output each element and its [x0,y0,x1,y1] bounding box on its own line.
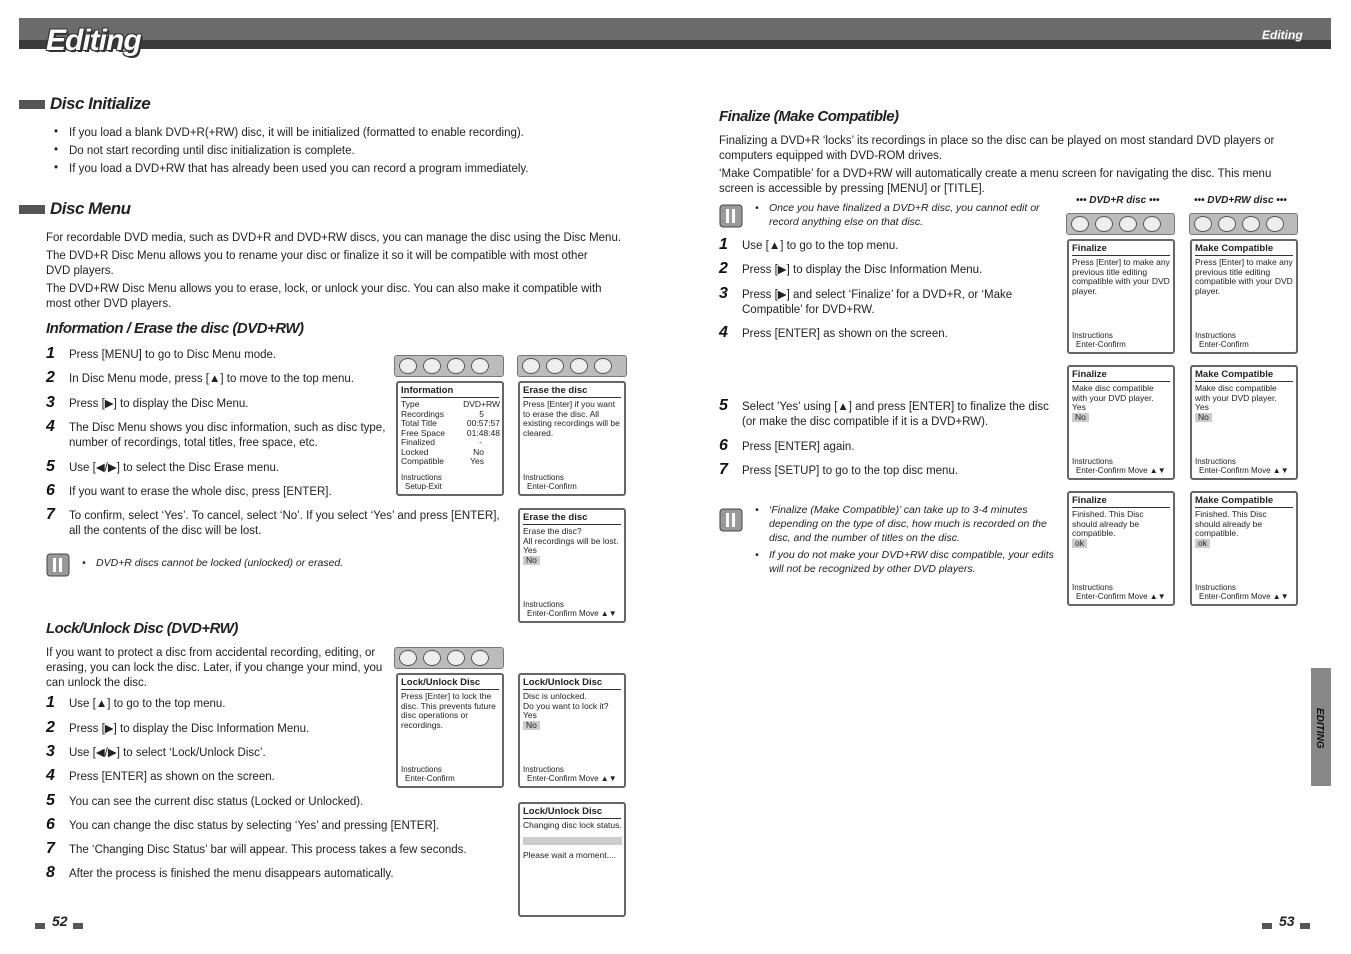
instructions-label: Instructions [401,473,442,482]
step-number: 3 [46,743,55,760]
instructions-label: Instructions [523,600,564,609]
step-text: Press [ENTER] as shown on the screen. [742,328,948,340]
screen-title: Lock/Unlock Disc [523,807,621,819]
paragraph: erasing, you can lock the disc. Later, if you change your mind, you [46,662,383,674]
disc-icon [1218,216,1236,232]
list-item: If you load a blank DVD+R(+RW) disc, it will be initialized (formatted to enable recording). [69,127,524,139]
screen-make-compatible-2 [1190,365,1298,480]
step-text: Press [▶] to display the Disc Menu. [69,398,249,410]
subsection-title-finalize: Finalize (Make Compatible) [719,108,899,125]
info-value: 01:48:48 [466,427,500,438]
step-text: Compatible’ for DVD+RW. [742,304,875,316]
paragraph: most other DVD players. [46,298,172,310]
info-value: - [479,437,482,447]
disc-icon [1143,216,1161,232]
step-text: Press [▶] to display the Disc Information Menu. [742,264,983,276]
disc-icon [423,650,441,666]
screen-lock-2 [518,673,626,788]
page-number-marker [73,923,83,929]
note-icon [719,505,743,533]
list-item: If you load a DVD+RW that has already been used you can record a program immediately. [69,163,529,175]
screen-body: Do you want to lock it? [523,700,609,711]
instructions-label: Instructions [523,473,564,482]
screen-title: Make Compatible [1195,496,1293,508]
menu-icon-bar [1189,213,1298,235]
screen-title: Finalize [1072,496,1170,508]
screen-title: Erase the disc [523,386,621,398]
info-label: Finalized [401,437,436,447]
paragraph: can unlock the disc. [46,677,148,689]
step-text: The ‘Changing Disc Status’ bar will appear. This process takes a few seconds. [69,844,467,856]
note-bullet: • [755,504,759,516]
instructions-label: Instructions [401,765,442,774]
paragraph: The DVD+R Disc Menu allows you to rename your disc or finalize it so it will be compatible with most other [46,250,588,262]
disc-icon [1194,216,1212,232]
step-text: Press [MENU] to go to Disc Menu mode. [69,349,277,361]
info-label: Recordings [401,408,444,419]
header-section-label: Editing [1262,28,1303,42]
option-yes[interactable]: Yes [1195,402,1209,412]
info-label: Total Title [401,418,437,428]
disc-icon [447,650,465,666]
note-bullet: • [755,549,759,561]
instructions-text: Enter-Confirm Move ▲▼ [1076,466,1166,475]
instructions-text: Enter-Confirm Move ▲▼ [527,774,617,783]
step-text: all the contents of the disc will be lost. [69,525,262,537]
instructions-label: Instructions [1195,583,1236,592]
paragraph: screen is accessible by pressing [MENU] or [TITLE]. [719,183,985,195]
screen-body: Finished. This Disc should already be compatible. [1195,509,1267,538]
note-text: record anything else on that disc. [769,216,924,228]
screen-body: Press [Enter] to make any previous title editing compatible with your DVD player. [1072,257,1170,296]
screen-title: Make Compatible [1195,244,1293,256]
instructions-text: Setup-Exit [405,482,442,491]
step-number: 7 [46,506,55,523]
step-text: Use [◀/▶] to select ‘Lock/Unlock Disc’. [69,747,266,759]
disc-icon [1119,216,1137,232]
step-text: (or make the disc compatible if it is a DVD+RW). [742,416,989,428]
info-label: Locked [401,446,429,457]
header-bar-dark [19,40,1331,49]
note-bullet: • [755,202,759,214]
option-no[interactable]: No [523,556,540,566]
screen-body: Make disc compatible with your DVD player. [1195,383,1277,403]
step-number: 6 [719,437,728,454]
instructions-label: Instructions [1195,457,1236,466]
note-icon [719,201,743,229]
screen-make-compatible-1 [1190,239,1298,354]
bullet-dot: • [54,126,59,138]
screen-body: Make disc compatible with your DVD player. [1072,383,1154,403]
menu-icon-bar [394,355,504,377]
info-label: Type [401,399,420,409]
screen-title: Finalize [1072,244,1170,256]
step-text: number of recordings, total titles, free space, etc. [69,437,318,449]
dvd-r-label: ••• DVD+R disc ••• [1076,195,1160,206]
disc-icon [546,358,564,374]
side-tab [1311,668,1331,786]
bullet-dot: • [54,162,59,174]
page-number-right: 53 [1279,913,1295,929]
note-text: ‘Finalize (Make Compatible)’ can take up to 3-4 minutes [769,504,1028,516]
screen-body: Finished. This Disc should already be compatible. [1072,509,1144,538]
paragraph: Finalizing a DVD+R ‘locks’ its recordings in place so the disc can be played on most standard DVD players or [719,135,1275,147]
step-number: 4 [719,324,728,341]
step-number: 2 [46,719,55,736]
step-number: 6 [46,482,55,499]
note-text: depending on the type of disc, how much is recorded on the [769,518,1047,530]
step-text: You can change the disc status by selecting ‘Yes’ and pressing [ENTER]. [69,820,440,832]
disc-icon [594,358,612,374]
paragraph: computers equipped with DVD-ROM drives. [719,150,943,162]
note-text: If you do not make your DVD+RW disc compatible, your edits [769,549,1054,561]
step-text: Press [▶] and select ‘Finalize’ for a DVD+R, or ‘Make [742,289,1013,301]
screen-finalize-1 [1067,239,1175,354]
step-text: Use [▲] to go to the top menu. [69,698,226,710]
progress-bar [523,837,622,845]
option-yes[interactable]: Yes [523,710,537,720]
screen-erase-disc [518,381,626,496]
screen-title: Finalize [1072,370,1170,382]
disc-icon [471,358,489,374]
page-number-marker [35,923,45,929]
step-text: Press [SETUP] to go to the top disc menu. [742,465,959,477]
info-value: DVD+RW [463,399,500,409]
note-text: Once you have finalized a DVD+R disc, you cannot edit or [769,202,1040,214]
step-number: 3 [46,394,55,411]
screen-body: Press [Enter] if you want to erase the disc. All existing recordings will be cleared. [523,399,620,438]
disc-icon [1266,216,1284,232]
instructions-label: Instructions [1072,331,1113,340]
menu-icon-bar [517,355,627,377]
option-ok[interactable]: ok [1195,539,1210,549]
bullet-dot: • [54,144,59,156]
menu-icon-bar [394,647,504,669]
menu-icon-bar [1066,213,1175,235]
screen-body: Erase the disc? [523,526,582,536]
step-number: 1 [719,236,728,253]
option-no[interactable]: No [523,721,540,731]
info-label: Compatible [401,456,444,466]
paragraph: ‘Make Compatible’ for a DVD+RW will automatically create a menu screen for navigating the disc. This menu [719,168,1272,180]
screen-lock-3 [518,802,626,917]
step-text: Press [ENTER] again. [742,441,855,453]
subsection-title-info-erase: Information / Erase the disc (DVD+RW) [46,320,304,337]
instructions-text: Enter-Confirm [527,482,577,491]
instructions-text: Enter-Confirm Move ▲▼ [1076,592,1166,601]
disc-icon [1095,216,1113,232]
step-number: 8 [46,864,55,881]
paragraph: If you want to protect a disc from accidental recording, editing, or [46,647,376,659]
instructions-text: Enter-Confirm Move ▲▼ [527,609,617,618]
disc-icon [570,358,588,374]
paragraph: The DVD+RW Disc Menu allows you to erase, lock, or unlock your disc. You can also make it compatible with [46,283,602,295]
step-number: 5 [46,458,55,475]
step-number: 2 [46,369,55,386]
option-no[interactable]: No [1195,413,1212,423]
step-text: In Disc Menu mode, press [▲] to move to the top menu. [69,373,354,385]
step-text: If you want to erase the whole disc, press [ENTER]. [69,486,332,498]
screen-information [396,381,504,496]
list-item: Do not start recording until disc initialization is complete. [69,145,355,157]
screen-body: Please wait a moment.... [523,849,617,860]
page-number-marker [1262,923,1272,929]
screen-finalize-3 [1067,491,1175,606]
disc-icon [399,650,417,666]
instructions-label: Instructions [1072,583,1113,592]
instructions-text: Enter-Confirm [1076,340,1126,349]
instructions-text: Enter-Confirm Move ▲▼ [1199,466,1289,475]
section-marker [19,205,45,214]
instructions-text: Enter-Confirm Move ▲▼ [1199,592,1289,601]
step-text: Use [▲] to go to the top menu. [742,240,899,252]
screen-title: Lock/Unlock Disc [401,678,499,690]
disc-icon [522,358,540,374]
screen-erase-confirm [518,508,626,623]
screen-body: Press [Enter] to lock the disc. This prevents future disc operations or recordings. [401,691,496,730]
section-title-disc-initialize: Disc Initialize [50,94,151,113]
step-text: Press [▶] to display the Disc Information Menu. [69,723,310,735]
screen-body: Press [Enter] to make any previous title editing compatible with your DVD player. [1195,257,1293,296]
option-yes[interactable]: Yes [1072,402,1086,412]
screen-title: Make Compatible [1195,370,1293,382]
disc-icon [1071,216,1089,232]
info-value: 5 [479,408,484,419]
step-text: Press [ENTER] as shown on the screen. [69,771,275,783]
step-text: The Disc Menu shows you disc information, such as disc type, [69,422,386,434]
option-yes[interactable]: Yes [523,545,537,555]
step-text: Use [◀/▶] to select the Disc Erase menu. [69,462,280,474]
option-ok[interactable]: ok [1072,539,1087,549]
step-number: 2 [719,260,728,277]
instructions-text: Enter-Confirm [1199,340,1249,349]
screen-title: Information [401,386,499,398]
step-number: 4 [46,767,55,784]
page-title: Editing [46,24,141,57]
screen-make-compatible-3 [1190,491,1298,606]
screen-title: Lock/Unlock Disc [523,678,621,690]
subsection-title-lock: Lock/Unlock Disc (DVD+RW) [46,620,238,637]
step-number: 4 [46,418,55,435]
step-number: 3 [719,285,728,302]
step-number: 1 [46,345,55,362]
disc-icon [1242,216,1260,232]
section-marker [19,100,45,109]
note-text: will not be recognized by other DVD players. [769,563,976,575]
step-number: 7 [719,461,728,478]
disc-icon [447,358,465,374]
note-text: disc, and the number of titles on the disc. [769,532,960,544]
paragraph: DVD players. [46,265,114,277]
option-no[interactable]: No [1072,413,1089,423]
step-text: After the process is finished the menu disappears automatically. [69,868,394,880]
screen-title: Erase the disc [523,513,621,525]
instructions-label: Instructions [1072,457,1113,466]
screen-body: Disc is unlocked. [523,691,587,701]
page-number-left: 52 [52,913,68,929]
disc-icon [423,358,441,374]
step-number: 7 [46,840,55,857]
info-value: 00:57:57 [466,418,500,428]
screen-body: Changing disc lock status. [523,820,622,830]
info-label: Free Space [401,427,445,438]
info-value: No [473,446,484,457]
disc-icon [471,650,489,666]
note-bullet: • [82,557,86,569]
paragraph: For recordable DVD media, such as DVD+R and DVD+RW discs, you can manage the disc using the Disc Menu. [46,232,622,244]
note-icon [46,550,70,578]
step-text: To confirm, select ‘Yes’. To cancel, select ‘No’. If you select ‘Yes’ and press [ENTER], [69,510,500,522]
instructions-label: Instructions [523,765,564,774]
step-number: 5 [719,397,728,414]
instructions-label: Instructions [1195,331,1236,340]
screen-body: All recordings will be lost. [523,535,619,546]
section-title-disc-menu: Disc Menu [50,199,131,218]
note-text: DVD+R discs cannot be locked (unlocked) or erased. [96,557,344,569]
info-value: Yes [470,456,484,466]
step-number: 6 [46,816,55,833]
dvd-rw-label: ••• DVD+RW disc ••• [1194,195,1287,206]
instructions-text: Enter-Confirm [405,774,455,783]
step-text: You can see the current disc status (Locked or Unlocked). [69,796,364,808]
step-number: 5 [46,792,55,809]
step-number: 1 [46,694,55,711]
step-text: Select 'Yes' using [▲] and press [ENTER] to finalize the disc [742,401,1049,413]
page-number-marker [1300,923,1310,929]
side-tab-label: EDITING [1314,708,1325,749]
disc-icon [399,358,417,374]
screen-lock-1 [396,673,504,788]
screen-finalize-2 [1067,365,1175,480]
